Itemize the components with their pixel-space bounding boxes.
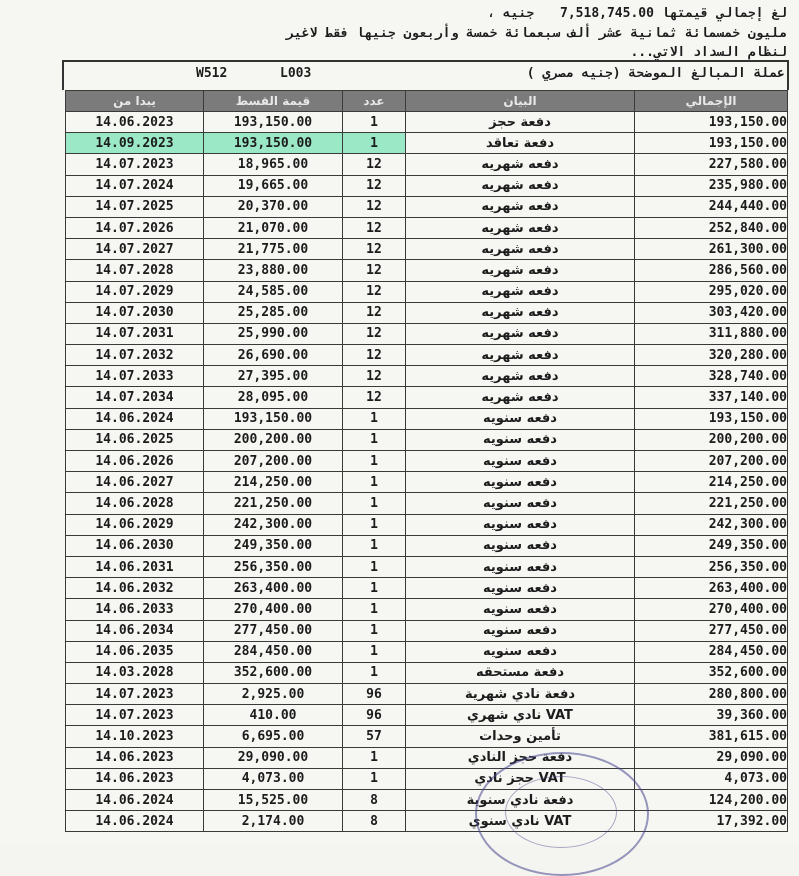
- row-installment-value: 20,370.00: [204, 196, 343, 217]
- row-total: 249,350.00: [635, 535, 788, 556]
- table-row: [66, 514, 788, 535]
- table-row: [66, 578, 788, 599]
- row-count: 96: [343, 705, 406, 726]
- row-total: 4,073.00: [635, 768, 788, 789]
- row-installment-value: 207,200.00: [204, 451, 343, 472]
- table-row: [66, 620, 788, 641]
- row-installment-value: 27,395.00: [204, 366, 343, 387]
- table-row: [66, 811, 788, 832]
- table-row: [66, 451, 788, 472]
- row-total: 337,140.00: [635, 387, 788, 408]
- row-total: 295,020.00: [635, 281, 788, 302]
- col-header-start-date: يبدا من: [66, 91, 204, 112]
- row-total: 242,300.00: [635, 514, 788, 535]
- row-total: 227,580.00: [635, 154, 788, 175]
- table-row: [66, 133, 788, 154]
- row-start-date: 14.07.2023: [66, 154, 204, 175]
- row-count: 1: [343, 556, 406, 577]
- table-row: [66, 662, 788, 683]
- row-count: 1: [343, 451, 406, 472]
- row-total: 261,300.00: [635, 239, 788, 260]
- amount-words-suffix: جنيها فقط لاغير: [286, 26, 396, 41]
- row-installment-value: 21,070.00: [204, 217, 343, 238]
- row-description: دفعه شهريه: [406, 345, 635, 366]
- row-count: 12: [343, 239, 406, 260]
- row-start-date: 14.06.2029: [66, 514, 204, 535]
- row-count: 12: [343, 196, 406, 217]
- row-count: 1: [343, 641, 406, 662]
- row-installment-value: 193,150.00: [204, 408, 343, 429]
- table-row: [66, 239, 788, 260]
- table-row: [66, 387, 788, 408]
- table-header-row: [66, 91, 788, 112]
- row-installment-value: 29,090.00: [204, 747, 343, 768]
- row-start-date: 14.07.2028: [66, 260, 204, 281]
- row-count: 1: [343, 429, 406, 450]
- amount-in-words: مليون خمسمائة ثمانية عشر ألف سبعمائة خمسة وأربعون: [403, 26, 787, 41]
- row-start-date: 14.07.2023: [66, 684, 204, 705]
- row-installment-value: 277,450.00: [204, 620, 343, 641]
- row-installment-value: 18,965.00: [204, 154, 343, 175]
- row-description: دفعه سنويه: [406, 556, 635, 577]
- row-total: 303,420.00: [635, 302, 788, 323]
- row-count: 8: [343, 811, 406, 832]
- table-row: [66, 705, 788, 726]
- row-description: دفعه سنويه: [406, 408, 635, 429]
- total-amount: 7,518,745.00: [560, 6, 654, 21]
- currency-note: عملة المبالغ الموضحة (جنيه مصري ): [526, 66, 785, 81]
- col-header-description: البيان: [406, 91, 635, 112]
- row-installment-value: 352,600.00: [204, 662, 343, 683]
- row-start-date: 14.06.2023: [66, 112, 204, 133]
- table-row: [66, 260, 788, 281]
- total-label: لغ إجمالي قيمتها: [661, 6, 787, 21]
- table-row: [66, 556, 788, 577]
- row-installment-value: 221,250.00: [204, 493, 343, 514]
- row-total: 311,880.00: [635, 323, 788, 344]
- row-count: 1: [343, 472, 406, 493]
- row-description: دفعة نادي سنوية: [406, 790, 635, 811]
- row-start-date: 14.07.2031: [66, 323, 204, 344]
- row-count: 1: [343, 620, 406, 641]
- row-start-date: 14.06.2028: [66, 493, 204, 514]
- installment-schedule-table: [65, 90, 788, 832]
- header-amount-words: [264, 26, 787, 41]
- row-description: دفعة حجز: [406, 112, 635, 133]
- table-row: [66, 408, 788, 429]
- row-total: 29,090.00: [635, 747, 788, 768]
- row-description: دفعه شهريه: [406, 260, 635, 281]
- row-installment-value: 270,400.00: [204, 599, 343, 620]
- row-total: 381,615.00: [635, 726, 788, 747]
- table-row: [66, 599, 788, 620]
- row-start-date: 14.07.2034: [66, 387, 204, 408]
- row-installment-value: 19,665.00: [204, 175, 343, 196]
- row-description: دفعه سنويه: [406, 493, 635, 514]
- row-description: دفعه شهريه: [406, 217, 635, 238]
- table-row: [66, 281, 788, 302]
- row-description: دفعه سنويه: [406, 620, 635, 641]
- row-count: 1: [343, 599, 406, 620]
- row-count: 1: [343, 535, 406, 556]
- row-total: 200,200.00: [635, 429, 788, 450]
- col-header-installment-value: قيمة القسط: [204, 91, 343, 112]
- row-installment-value: 25,285.00: [204, 302, 343, 323]
- row-installment-value: 214,250.00: [204, 472, 343, 493]
- row-installment-value: 2,174.00: [204, 811, 343, 832]
- row-description: دفعه سنويه: [406, 535, 635, 556]
- table-row: [66, 196, 788, 217]
- row-installment-value: 25,990.00: [204, 323, 343, 344]
- row-total: 286,560.00: [635, 260, 788, 281]
- row-installment-value: 15,525.00: [204, 790, 343, 811]
- row-description: دفعه شهريه: [406, 154, 635, 175]
- row-total: 352,600.00: [635, 662, 788, 683]
- row-installment-value: 23,880.00: [204, 260, 343, 281]
- row-installment-value: 193,150.00: [204, 112, 343, 133]
- row-start-date: 14.07.2026: [66, 217, 204, 238]
- row-count: 1: [343, 493, 406, 514]
- total-unit: جنيه ،: [487, 6, 535, 21]
- table-row: [66, 768, 788, 789]
- row-count: 12: [343, 302, 406, 323]
- row-start-date: 14.07.2033: [66, 366, 204, 387]
- row-total: 280,800.00: [635, 684, 788, 705]
- row-description: دفعة تعاقد: [406, 133, 635, 154]
- row-total: 256,350.00: [635, 556, 788, 577]
- row-total: 270,400.00: [635, 599, 788, 620]
- row-total: 263,400.00: [635, 578, 788, 599]
- row-description: دفعه شهريه: [406, 366, 635, 387]
- row-count: 12: [343, 323, 406, 344]
- row-installment-value: 4,073.00: [204, 768, 343, 789]
- row-description: دفعه سنويه: [406, 429, 635, 450]
- row-total: 252,840.00: [635, 217, 788, 238]
- row-count: 1: [343, 408, 406, 429]
- row-description: دفعه سنويه: [406, 514, 635, 535]
- row-description: دفعه شهريه: [406, 175, 635, 196]
- row-total: 284,450.00: [635, 641, 788, 662]
- row-total: 328,740.00: [635, 366, 788, 387]
- row-count: 1: [343, 133, 406, 154]
- table-row: [66, 345, 788, 366]
- row-description: دفعه شهريه: [406, 239, 635, 260]
- row-start-date: 14.06.2024: [66, 408, 204, 429]
- row-start-date: 14.06.2027: [66, 472, 204, 493]
- row-installment-value: 242,300.00: [204, 514, 343, 535]
- row-start-date: 14.06.2024: [66, 811, 204, 832]
- table-row: [66, 154, 788, 175]
- table-row: [66, 790, 788, 811]
- header-total-line: [469, 6, 787, 21]
- row-count: 1: [343, 747, 406, 768]
- table-row: [66, 472, 788, 493]
- table-row: [66, 366, 788, 387]
- row-start-date: 14.06.2024: [66, 790, 204, 811]
- row-description: دفعه شهريه: [406, 302, 635, 323]
- row-description: دفعه شهريه: [406, 196, 635, 217]
- row-total: 207,200.00: [635, 451, 788, 472]
- row-installment-value: 2,925.00: [204, 684, 343, 705]
- col-header-total: الإجمالي: [635, 91, 788, 112]
- row-count: 1: [343, 514, 406, 535]
- table-row: [66, 217, 788, 238]
- row-total: 214,250.00: [635, 472, 788, 493]
- row-count: 96: [343, 684, 406, 705]
- row-installment-value: 26,690.00: [204, 345, 343, 366]
- row-total: 39,360.00: [635, 705, 788, 726]
- row-count: 12: [343, 387, 406, 408]
- row-installment-value: 284,450.00: [204, 641, 343, 662]
- row-description: دفعة نادي شهرية: [406, 684, 635, 705]
- row-start-date: 14.06.2035: [66, 641, 204, 662]
- table-row: [66, 429, 788, 450]
- row-start-date: 14.03.2028: [66, 662, 204, 683]
- row-total: 320,280.00: [635, 345, 788, 366]
- row-description: VAT نادي سنوي: [406, 811, 635, 832]
- row-start-date: 14.09.2023: [66, 133, 204, 154]
- row-installment-value: 249,350.00: [204, 535, 343, 556]
- row-description: دفعه شهريه: [406, 323, 635, 344]
- row-start-date: 14.06.2034: [66, 620, 204, 641]
- row-total: 221,250.00: [635, 493, 788, 514]
- row-installment-value: 21,775.00: [204, 239, 343, 260]
- col-header-count: عدد: [343, 91, 406, 112]
- row-description: دفعه سنويه: [406, 578, 635, 599]
- row-count: 8: [343, 790, 406, 811]
- row-total: 17,392.00: [635, 811, 788, 832]
- row-count: 12: [343, 260, 406, 281]
- row-start-date: 14.06.2030: [66, 535, 204, 556]
- row-installment-value: 193,150.00: [204, 133, 343, 154]
- unit-code-building: W512: [196, 66, 228, 81]
- row-description: VAT حجز نادي: [406, 768, 635, 789]
- table-row: [66, 175, 788, 196]
- row-start-date: 14.07.2029: [66, 281, 204, 302]
- row-count: 12: [343, 281, 406, 302]
- header-payment-system: لنظام السداد الاتي...: [630, 45, 787, 60]
- table-row: [66, 323, 788, 344]
- row-description: دفعه سنويه: [406, 451, 635, 472]
- row-description: دفعه سنويه: [406, 599, 635, 620]
- row-installment-value: 263,400.00: [204, 578, 343, 599]
- row-total: 193,150.00: [635, 133, 788, 154]
- row-count: 1: [343, 768, 406, 789]
- row-start-date: 14.07.2024: [66, 175, 204, 196]
- row-start-date: 14.06.2032: [66, 578, 204, 599]
- row-start-date: 14.06.2025: [66, 429, 204, 450]
- row-total: 244,440.00: [635, 196, 788, 217]
- row-description: دفعة مستحقه: [406, 662, 635, 683]
- row-installment-value: 24,585.00: [204, 281, 343, 302]
- row-installment-value: 256,350.00: [204, 556, 343, 577]
- row-count: 12: [343, 366, 406, 387]
- row-count: 12: [343, 175, 406, 196]
- row-installment-value: 6,695.00: [204, 726, 343, 747]
- row-start-date: 14.07.2025: [66, 196, 204, 217]
- row-description: VAT نادي شهري: [406, 705, 635, 726]
- row-start-date: 14.06.2031: [66, 556, 204, 577]
- table-row: [66, 535, 788, 556]
- table-row: [66, 641, 788, 662]
- row-start-date: 14.06.2023: [66, 747, 204, 768]
- row-description: دفعه شهريه: [406, 387, 635, 408]
- row-start-date: 14.06.2026: [66, 451, 204, 472]
- row-start-date: 14.06.2033: [66, 599, 204, 620]
- row-count: 1: [343, 112, 406, 133]
- row-start-date: 14.07.2023: [66, 705, 204, 726]
- row-description: تأمين وحدات: [406, 726, 635, 747]
- row-count: 12: [343, 217, 406, 238]
- row-start-date: 14.07.2030: [66, 302, 204, 323]
- row-total: 193,150.00: [635, 408, 788, 429]
- table-row: [66, 726, 788, 747]
- row-total: 124,200.00: [635, 790, 788, 811]
- row-installment-value: 200,200.00: [204, 429, 343, 450]
- row-count: 12: [343, 154, 406, 175]
- row-total: 277,450.00: [635, 620, 788, 641]
- row-count: 1: [343, 662, 406, 683]
- unit-code-unit: L003: [280, 66, 312, 81]
- row-description: دفعه سنويه: [406, 641, 635, 662]
- row-installment-value: 410.00: [204, 705, 343, 726]
- row-description: دفعه شهريه: [406, 281, 635, 302]
- row-installment-value: 28,095.00: [204, 387, 343, 408]
- row-total: 235,980.00: [635, 175, 788, 196]
- table-row: [66, 493, 788, 514]
- row-start-date: 14.06.2023: [66, 768, 204, 789]
- row-start-date: 14.07.2032: [66, 345, 204, 366]
- row-description: دفعه سنويه: [406, 472, 635, 493]
- table-row: [66, 747, 788, 768]
- row-count: 1: [343, 578, 406, 599]
- row-description: دفعة حجز النادي: [406, 747, 635, 768]
- table-row: [66, 112, 788, 133]
- row-count: 12: [343, 345, 406, 366]
- row-start-date: 14.07.2027: [66, 239, 204, 260]
- row-total: 193,150.00: [635, 112, 788, 133]
- row-count: 57: [343, 726, 406, 747]
- row-start-date: 14.10.2023: [66, 726, 204, 747]
- table-row: [66, 302, 788, 323]
- table-row: [66, 684, 788, 705]
